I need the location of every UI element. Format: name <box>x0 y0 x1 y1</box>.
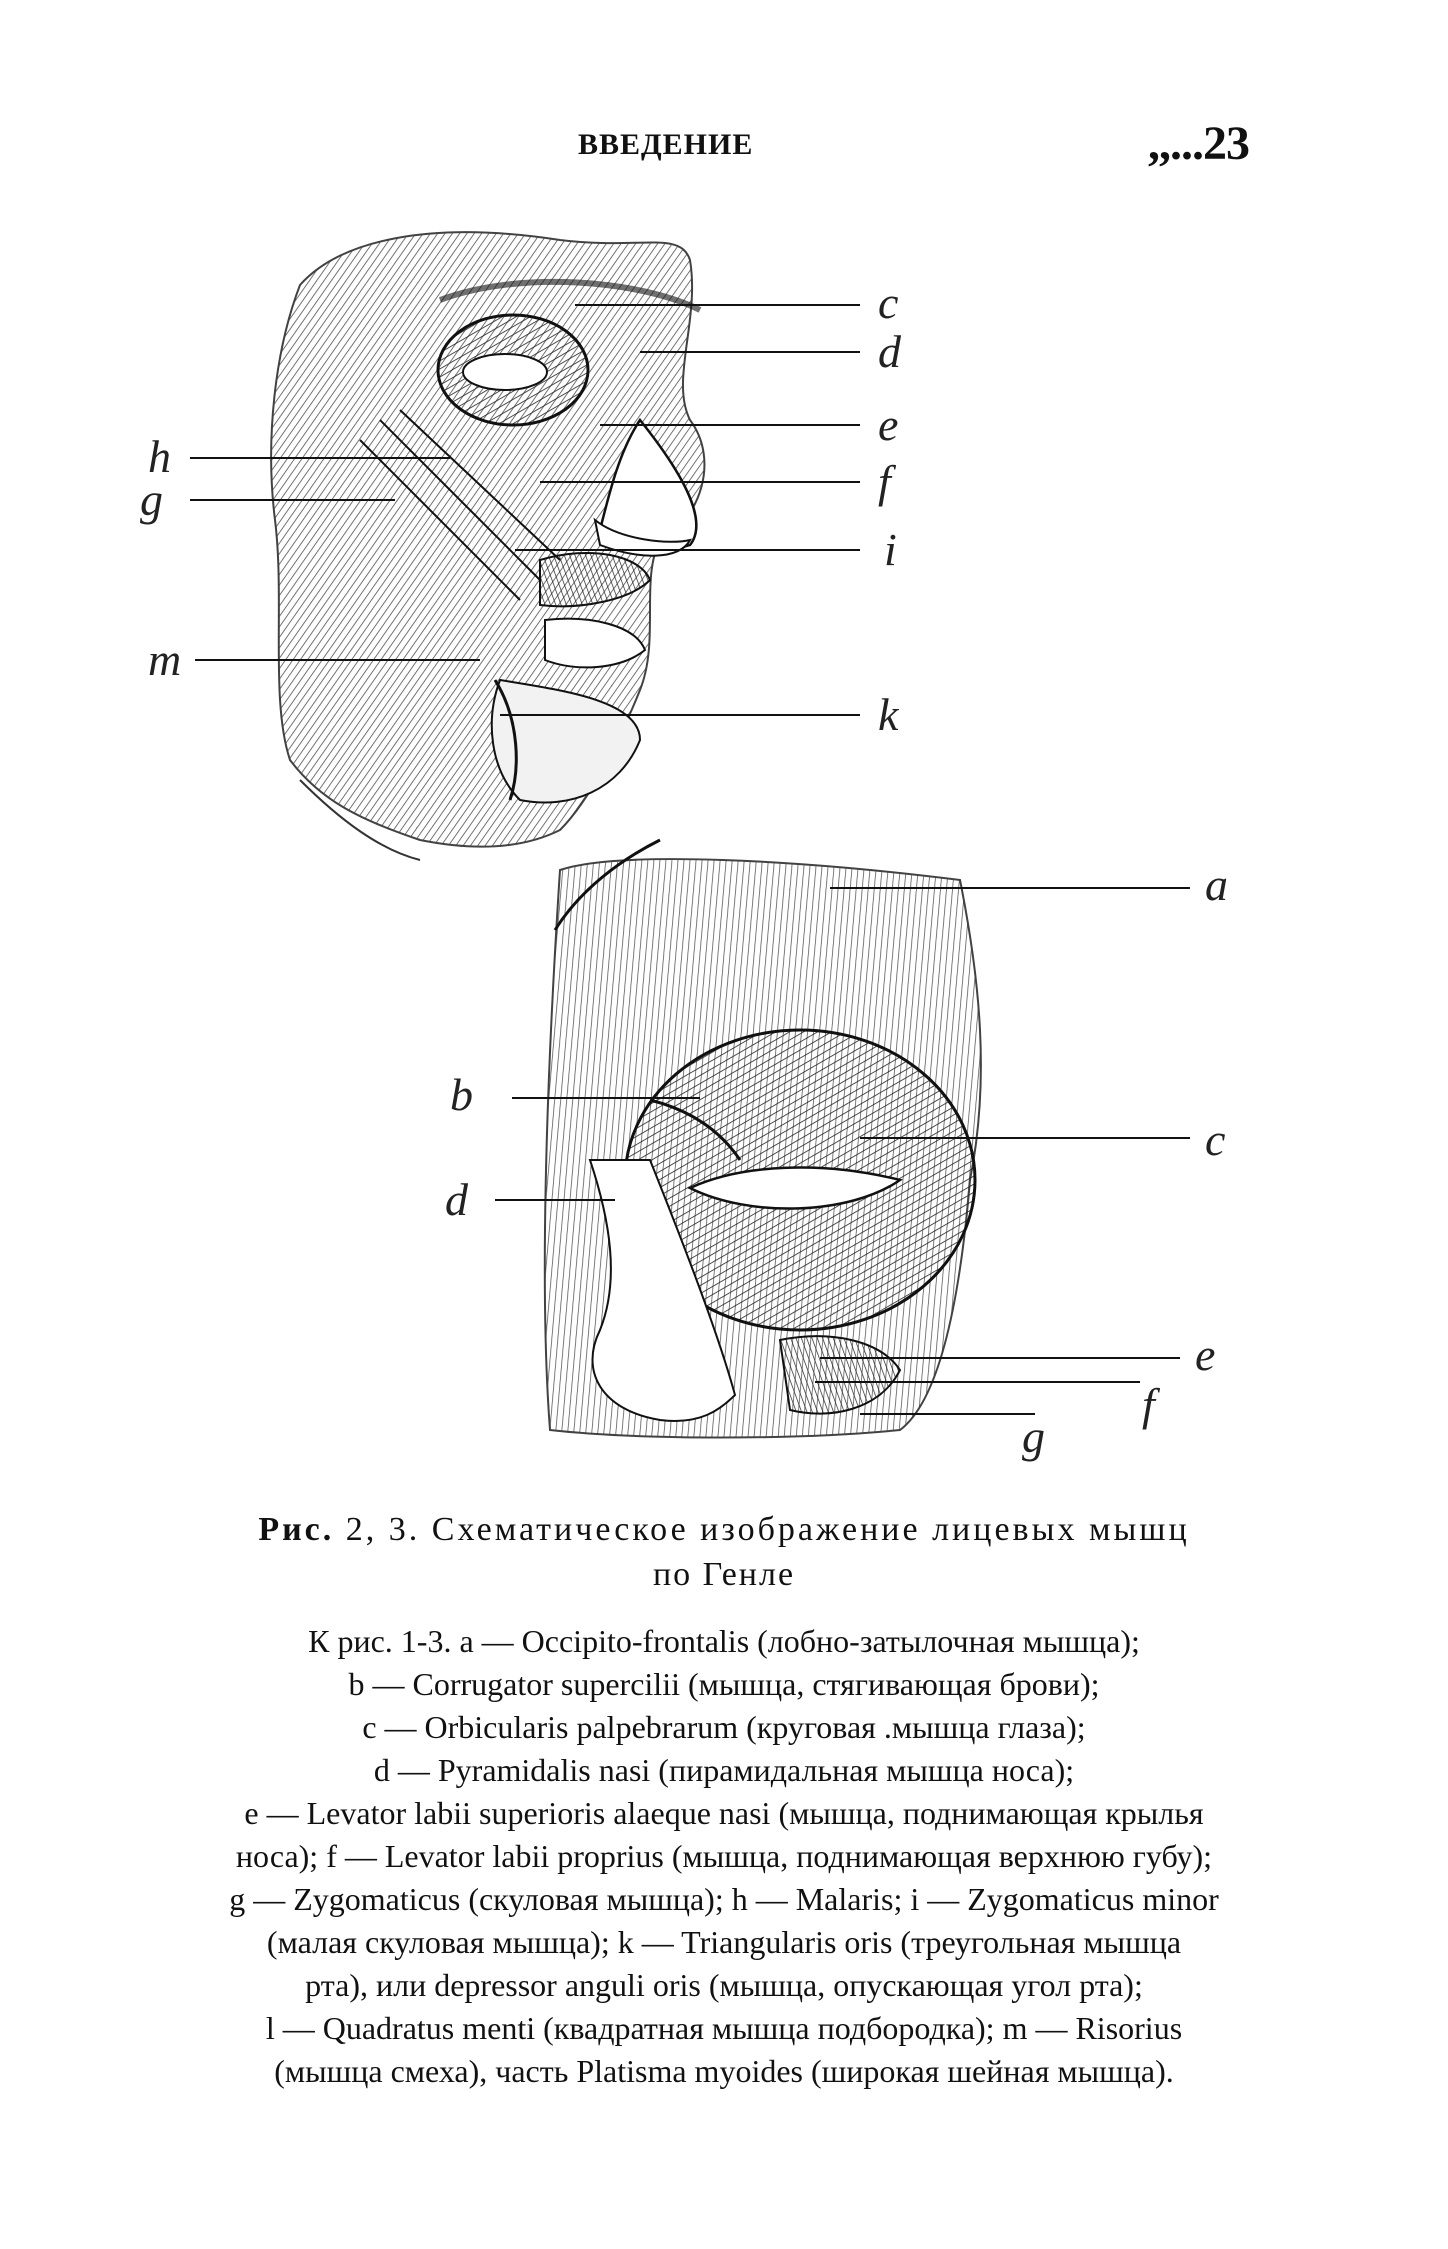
label-e: e <box>878 399 899 450</box>
legend-line: К рис. 1-3. a — Occipito-frontalis (лобно-затылочная мышца); <box>308 1623 1140 1659</box>
label-c-bottom: c <box>1205 1114 1226 1165</box>
eye-opening <box>463 354 547 390</box>
label-m: m <box>148 634 182 685</box>
figure-caption-title <box>150 1508 1298 1552</box>
caption-prefix: Рис. <box>258 1511 335 1548</box>
legend-line: (малая скуловая мышца); k — Triangularis oris (треугольная мышца <box>266 1924 1182 1960</box>
label-g: g <box>140 474 163 525</box>
legend-line: g — Zygomaticus (скуловая мышца); h — Malaris; i — Zygomaticus minor <box>229 1881 1219 1917</box>
label-c: c <box>878 277 899 328</box>
legend-line: рта), или depressor anguli oris (мышца, опускающая угол рта); <box>305 1967 1143 2003</box>
label-b: b <box>450 1069 473 1120</box>
label-a: a <box>1205 859 1228 910</box>
caption-title-text: 2, 3. Схематическое изображение лицевых мышц <box>334 1511 1190 1548</box>
label-f: f <box>878 456 891 507</box>
legend-line: e — Levator labii superioris alaeque nasi (мышца, поднимающая крылья <box>244 1795 1204 1831</box>
figure-top-face <box>271 232 704 860</box>
figure-legend <box>140 1620 1308 2093</box>
legend-line: l — Quadratus menti (квадратная мышца подбородка); m — Risorius <box>265 2010 1183 2046</box>
figure-caption-subtitle: по Генле <box>652 1556 796 1593</box>
legend-line: b — Corrugator supercilii (мышца, стягивающая брови); <box>348 1666 1100 1702</box>
label-d-bottom: d <box>445 1174 468 1225</box>
running-header: ВВЕДЕНИЕ <box>578 128 754 161</box>
label-d: d <box>878 326 901 377</box>
label-g-bottom: g <box>1022 1411 1045 1462</box>
legend-line: носа); f — Levator labii proprius (мышца, поднимающая верхнюю губу); <box>235 1838 1213 1874</box>
legend-line: d — Pyramidalis nasi (пирамидальная мышца носа); <box>373 1752 1075 1788</box>
label-e-bottom: e <box>1195 1329 1216 1380</box>
label-k: k <box>878 689 899 740</box>
label-i: i <box>884 524 897 575</box>
label-h: h <box>148 431 171 482</box>
legend-line: c — Orbicularis palpebrarum (круговая .мышца глаза); <box>362 1709 1086 1745</box>
legend-line: (мышца смеха), часть Platisma myoides (широкая шейная мышца). <box>274 2053 1174 2089</box>
label-f-bottom: f <box>1142 1379 1155 1430</box>
page-number: ,,...23 <box>1148 117 1249 170</box>
